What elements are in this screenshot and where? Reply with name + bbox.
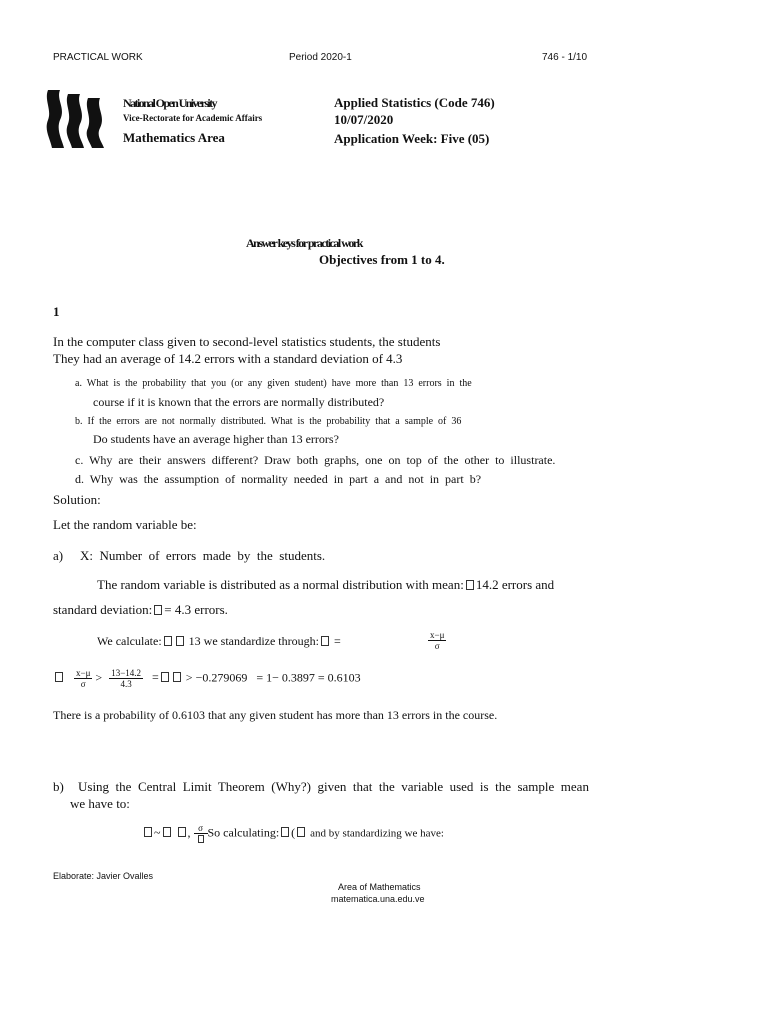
conclusion-a: There is a probability of 0.6103 that any given student has more than 13 errors in the course. <box>53 708 498 722</box>
distribution-text-main: The random variable is distributed as a normal distribution with mean: <box>97 577 464 592</box>
b-formula-end: and by standardizing we have: <box>310 827 444 840</box>
item-d-line: d. Why was the assumption of normality needed in part a and not in part b? <box>75 472 482 486</box>
z-frac-num: 13−14.2 <box>111 668 142 678</box>
una-logo-icon <box>46 90 106 148</box>
sigma-symbol-icon <box>154 605 162 615</box>
calc-line <box>97 634 341 649</box>
course-week: Application Week: Five (05) <box>334 131 490 146</box>
part-b-text-line1: Using the Central Limit Theorem (Why?) given that the variable used is the sample mean <box>78 779 589 794</box>
header-right: 746 - 1/10 <box>542 52 588 63</box>
question-intro-line2: They had an average of 14.2 errors with a standard deviation of 4.3 <box>53 351 403 366</box>
header-left: PRACTICAL WORK <box>53 52 143 63</box>
z-computation: $\frac{x-\mu}{\sigma}$ > $\frac{13-14.2}{4.3}$ = > −0.279069 = 1− 0.3897 = 0.6103 <box>53 668 361 689</box>
calc-prefix: We calculate: <box>97 634 162 648</box>
item-c-line: c. Why are their answers different? Draw both graphs, one on top of the other to illustrate. <box>75 453 556 467</box>
normal-n-symbol-icon <box>163 827 171 837</box>
z-result: > −0.279069 = 1− 0.3897 = 0.6103 <box>185 670 361 685</box>
frac-numerator: x−μ <box>430 630 445 640</box>
item-b-line2: Do students have an average higher than 13 errors? <box>93 432 339 446</box>
z-frac-left-den: σ <box>80 679 86 689</box>
distribution-text <box>97 577 554 593</box>
item-b-line1: b. If the errors are not normally distributed. What is the probability that a sample of 36 <box>75 416 462 427</box>
item-a-line2: course if it is known that the errors are normally distributed? <box>93 395 385 409</box>
course-title: Applied Statistics (Code 746) <box>334 95 495 110</box>
b-frac-num: σ <box>194 823 208 834</box>
x-definition: X: Number of errors made by the students. <box>80 548 326 563</box>
z-frac-left-num: x−μ <box>76 668 91 678</box>
standardize-fraction <box>428 630 446 651</box>
b-frac-den-icon <box>194 834 208 844</box>
calc-mid: 13 we standardize through: <box>188 634 319 648</box>
z-gt: > <box>95 670 103 685</box>
prob-symbol-icon <box>161 672 169 682</box>
z-symbol-icon <box>321 636 329 646</box>
mu-symbol-icon <box>178 827 186 837</box>
solution-label: Solution: <box>53 492 101 507</box>
prob-symbol-icon <box>164 636 172 646</box>
prob-symbol-icon <box>281 827 289 837</box>
part-b-text-line2: we have to: <box>70 796 130 811</box>
institution-area: Mathematics Area <box>123 130 225 145</box>
xbar-symbol-icon <box>144 827 152 837</box>
question-number: 1 <box>53 304 60 319</box>
doc-heading: Answer keys for practical work <box>246 236 362 250</box>
sd-prefix: standard deviation: <box>53 602 153 617</box>
question-intro-line1: In the computer class given to second-level statistics students, the students <box>53 334 441 349</box>
b-formula-text: So calculating: <box>207 825 280 840</box>
frac-denominator: σ <box>434 641 440 651</box>
xbar-symbol-icon <box>297 827 305 837</box>
institution-vice: Vice-Rectorate for Academic Affairs <box>123 113 263 123</box>
institution-name: National Open University <box>123 96 216 110</box>
x-symbol-icon <box>176 636 184 646</box>
part-a-label: a) <box>53 548 64 563</box>
sd-text <box>53 602 228 618</box>
footer-area: Area of Mathematics <box>338 882 421 892</box>
prob-symbol-icon <box>55 672 63 682</box>
item-a-line1: a. What is the probability that you (or any given student) have more than 13 errors in the <box>75 378 472 389</box>
calc-eq: = <box>333 634 341 648</box>
footer-url: matematica.una.edu.ve <box>331 894 425 904</box>
course-date: 10/07/2020 <box>334 112 394 127</box>
doc-objectives: Objectives from 1 to 4. <box>319 252 445 267</box>
z-frac-den: 4.3 <box>120 679 132 689</box>
mu-symbol-icon <box>466 580 474 590</box>
footer-author: Elaborate: Javier Ovalles <box>53 871 154 881</box>
random-variable-intro: Let the random variable be: <box>53 517 197 532</box>
part-b-formula: ~ , σ So calculating: ( and by standardizing we have: <box>142 823 444 844</box>
z-symbol-icon <box>173 672 181 682</box>
sd-value: = 4.3 errors. <box>164 602 228 617</box>
part-b-label: b) <box>53 779 64 794</box>
mean-value: 14.2 errors and <box>475 577 555 592</box>
header-center: Period 2020-1 <box>289 52 352 63</box>
